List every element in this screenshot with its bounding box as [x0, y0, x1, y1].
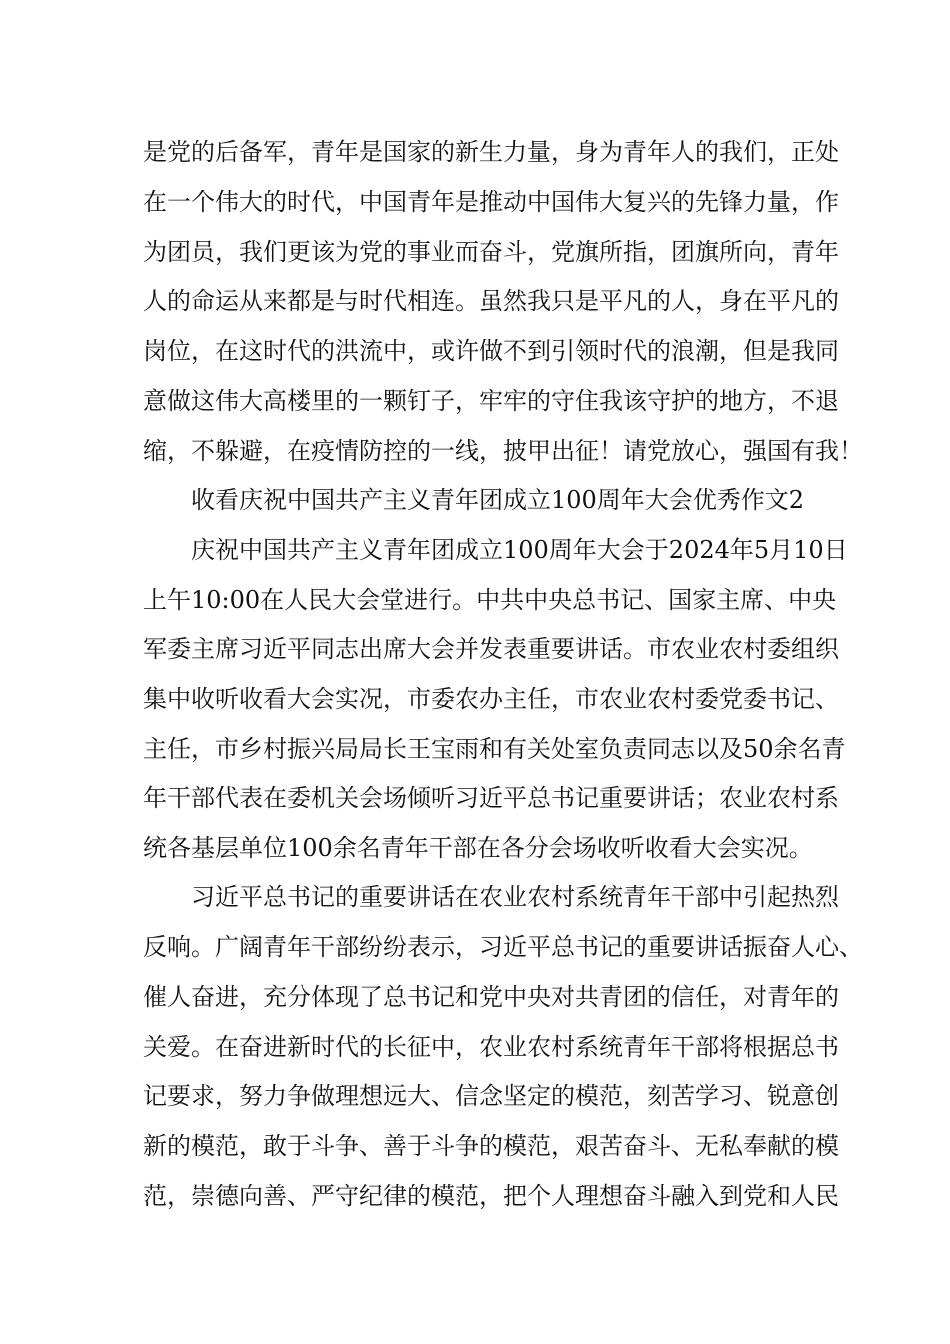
text-line: 人的命运从来都是与时代相连。虽然我只是平凡的人，身在平凡的: [143, 287, 839, 315]
text-line: 庆祝中国共产主义青年团成立100周年大会于2024年5月10日: [191, 536, 848, 564]
text-line: 习近平总书记的重要讲话在农业农村系统青年干部中引起热烈: [191, 883, 839, 911]
section-heading: 收看庆祝中国共产主义青年团成立100周年大会优秀作文2: [191, 486, 805, 514]
text-line: 范，崇德向善、严守纪律的模范，把个人理想奋斗融入到党和人民: [143, 1182, 839, 1210]
text-line: 统各基层单位100余名青年干部在各分会场收听收看大会实况。: [143, 834, 813, 862]
text-line: 是党的后备军，青年是国家的新生力量，身为青年人的我们，正处: [143, 138, 839, 166]
text-line: 上午10:00在人民大会堂进行。中共中央总书记、国家主席、中央: [143, 586, 837, 614]
text-line: 在一个伟大的时代，中国青年是推动中国伟大复兴的先锋力量，作: [143, 188, 839, 216]
text-line: 催人奋进，充分体现了总书记和党中央对共青团的信任，对青年的: [143, 983, 839, 1011]
text-line: 军委主席习近平同志出席大会并发表重要讲话。市农业农村委组织: [143, 635, 839, 663]
text-line: 为团员，我们更该为党的事业而奋斗，党旗所指，团旗所向，青年: [143, 238, 839, 266]
text-line: 年干部代表在委机关会场倾听习近平总书记重要讲话；农业农村系: [143, 784, 839, 812]
text-line: 岗位，在这时代的洪流中，或许做不到引领时代的浪潮，但是我同: [143, 337, 839, 365]
text-line: 关爱。在奋进新时代的长征中，农业农村系统青年干部将根据总书: [143, 1033, 839, 1061]
text-line: 集中收听收看大会实况，市委农办主任，市农业农村委党委书记、: [143, 685, 839, 713]
text-line: 记要求，努力争做理想远大、信念坚定的模范，刻苦学习、锐意创: [143, 1082, 839, 1110]
text-line: 反响。广阔青年干部纷纷表示，习近平总书记的重要讲话振奋人心、: [143, 933, 863, 961]
text-line: 缩，不躲避，在疫情防控的一线，披甲出征！请党放心，强国有我！: [143, 437, 863, 465]
text-line: 意做这伟大高楼里的一颗钉子，牢牢的守住我该守护的地方，不退: [143, 387, 839, 415]
text-line: 新的模范，敢于斗争、善于斗争的模范，艰苦奋斗、无私奉献的模: [143, 1132, 839, 1160]
text-line: 主任，市乡村振兴局局长王宝雨和有关处室负责同志以及50余名青: [143, 735, 846, 763]
